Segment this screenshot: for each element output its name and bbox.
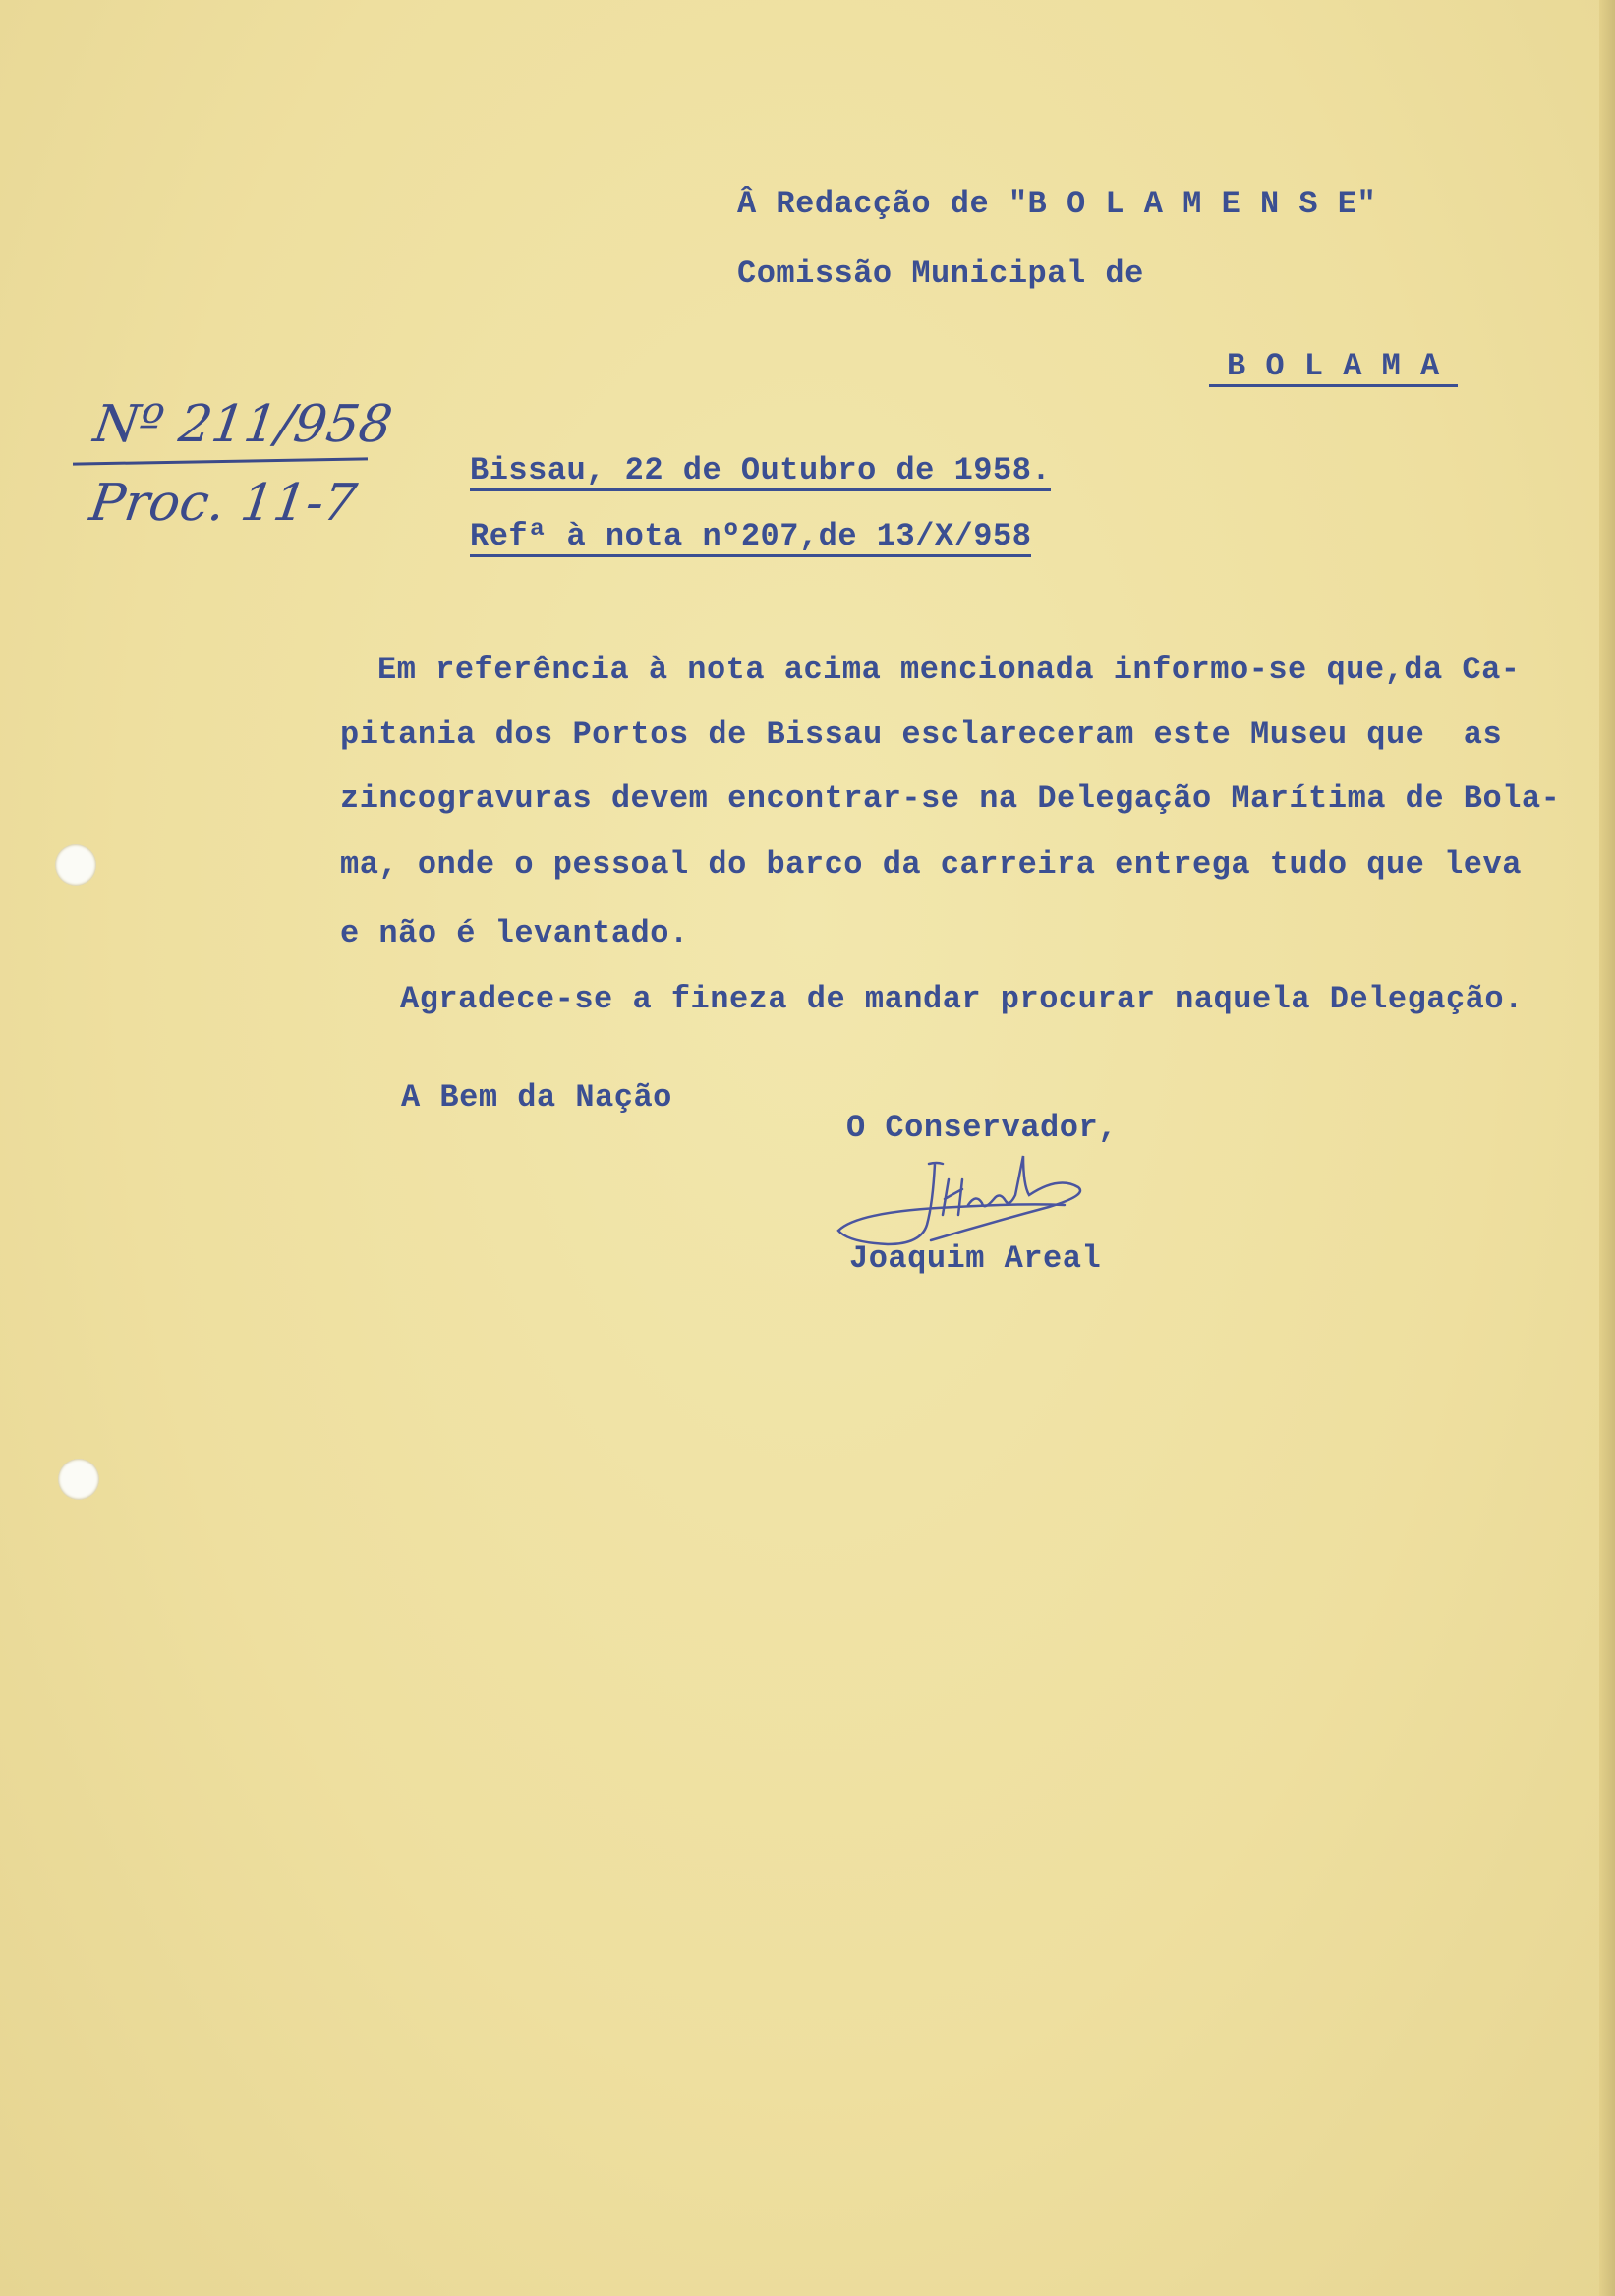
handwritten-reference-number: Nº 211/958	[89, 395, 396, 454]
recipient-line-1: Â Redacção de "B O L A M E N S E"	[737, 186, 1377, 222]
reference-line: Refª à nota nº207,de 13/X/958	[470, 521, 1031, 557]
signatory-title: O Conservador,	[846, 1110, 1118, 1146]
handwritten-reference-rule	[73, 457, 368, 465]
body-line: Em referência à nota acima mencionada informo-se que,da Ca-	[377, 652, 1521, 688]
recipient-line-2: Comissão Municipal de	[737, 256, 1144, 292]
body-line: pitania dos Portos de Bissau esclareceram este Museu que as	[340, 717, 1503, 753]
date-line: Bissau, 22 de Outubro de 1958.	[470, 455, 1051, 491]
body-line: ma, onde o pessoal do barco da carreira entrega tudo que leva	[340, 846, 1522, 883]
punch-hole	[58, 1459, 99, 1500]
paper-edge	[1599, 0, 1615, 2296]
closing-request: Agradece-se a fineza de mandar procurar naquela Delegação.	[400, 981, 1524, 1017]
punch-hole	[55, 844, 96, 886]
salutation: A Bem da Nação	[401, 1079, 672, 1116]
body-line: zincogravuras devem encontrar-se na Delegação Marítima de Bola-	[340, 780, 1561, 817]
handwritten-process-number: Proc. 11-7	[86, 474, 361, 533]
signatory-name: Joaquim Areal	[849, 1240, 1102, 1277]
recipient-city: B O L A M A	[1209, 351, 1458, 387]
body-line: e não é levantado.	[340, 915, 689, 951]
